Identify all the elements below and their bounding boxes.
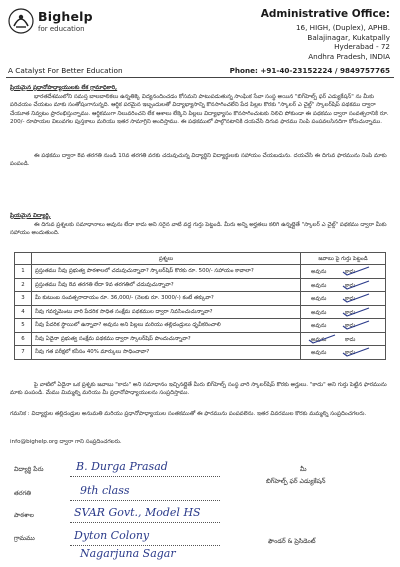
note-paragraph: గమనిక : విద్యార్థుల తల్లిదండ్రుల అనుమతి మరియు ప్రధానోపాధ్యాయుల సంతకముతో ఈ ఫారమును పంపవలెను. ఇతర వివరముల కొరకు మమ్మల్ని సంప్రదించగలరు. [10, 411, 367, 417]
question-text: నీవు గత పరీక్షలో కనీసం 40% మార్కులు సాధించావా? [32, 346, 301, 360]
tick-mark-icon [341, 266, 371, 276]
answer-cell[interactable] [301, 346, 386, 360]
tick-stroke [343, 294, 369, 302]
tick-mark-icon [307, 334, 337, 344]
table-row [15, 319, 386, 333]
header-divider [6, 77, 394, 78]
answer-yes[interactable]: అవును [311, 296, 327, 302]
answer-no[interactable]: కాదు [345, 309, 356, 316]
eligibility-table [14, 252, 386, 360]
answer-cell[interactable] [301, 305, 386, 319]
question-text: నీవు పేదరిక స్థాయిలో ఉన్నావా? అవును అని పిల్లలు మరియు తల్లిదండ్రులు ధృవీకరించాలి [32, 319, 301, 333]
brand-subtitle: for education [38, 25, 85, 33]
table-header-row [15, 253, 386, 265]
instructions-paragraph: ఈ దిగువ ప్రశ్నలకు సమాధానాలు అవును లేదా కాదు అని సరైన వాటి వద్ద గుర్తు పెట్టండి. మీరు అన్ని అర్హతలు కలిగి ఉన్నట్లైతే "స్కాలర్ ఎ చైల్డ్" పథకము ద్వారా మీకు సహాయం అందుతుంది. [10, 222, 387, 237]
tick-mark-icon [341, 293, 371, 303]
student-name-line [70, 476, 220, 477]
question-number: 2 [15, 278, 32, 292]
tick-mark-icon [341, 320, 371, 330]
student-name-label: విద్యార్థి పేరు [14, 466, 44, 473]
salutation: ప్రియమైన ప్రధానోపాధ్యాయులకు లేక గ్రామాధికారి, [10, 85, 118, 91]
question-number: 6 [15, 332, 32, 346]
answer-yes[interactable]: అవును [311, 309, 327, 316]
answer-no[interactable]: కాదు [345, 296, 356, 302]
table-row [15, 346, 386, 360]
student-salutation: ప్రియమైన విద్యార్థి, [10, 213, 51, 219]
answer-no[interactable]: కాదు [345, 282, 356, 289]
signoff-title: ఫౌండర్ & ప్రెసిడెంట్ [268, 538, 316, 545]
answer-cell[interactable] [301, 265, 386, 279]
brand-logo [8, 6, 148, 46]
office-line-4: Andhra Pradesh, INDIA [308, 51, 390, 61]
village-value[interactable]: Dyton Colony [74, 529, 150, 542]
answer-cell[interactable] [301, 319, 386, 333]
closing-paragraph: పై వాటిలో ఏదైనా ఒక ప్రశ్నకు జవాబు "కాదు" అని సమాధానం ఇచ్చినట్లైతే మీరు బిగ్‌హెల్ప్ సంస్థ వారి స్కాలర్‌షిప్ కొరకు అర్హులు. "కాదు" అని గుర్తు పెట్టిన ఫారమును మాకు పంపండి. మేము మిమ్మల్ని మరియు మీ ప్రధానోపాధ్యాయులను సంప్రదిస్తాము. [10, 382, 387, 397]
answer-cell[interactable] [301, 332, 386, 346]
header-question: ప్రశ్నలు [32, 253, 301, 265]
question-text: నీవు ఏదైనా ప్రభుత్వ సంక్షేమ పథకము ద్వారా స్కాలర్‌షిప్ పొందుచున్నావా? [32, 332, 301, 346]
answer-yes[interactable]: అవును [311, 336, 327, 343]
answer-yes[interactable]: అవును [311, 282, 327, 289]
question-text: నీవు గవర్నమెంటు వారి పేదరిక సాధిత సంక్షేమ పథకముల ద్వారా నివసించుచున్నావా? [32, 305, 301, 319]
answer-cell[interactable] [301, 292, 386, 306]
tick-stroke [343, 321, 369, 329]
question-number: 4 [15, 305, 32, 319]
signoff-yours: మీ [300, 466, 307, 473]
header-answer: జవాబు పై గుర్తు పెట్టండి [301, 253, 386, 265]
header-number [15, 253, 32, 265]
question-number: 3 [15, 292, 32, 306]
answer-yes[interactable]: అవును [311, 269, 327, 275]
signoff-organisation: బిగ్‌హెల్ప్ ఫర్ ఎడ్యుకేషన్ [266, 478, 326, 485]
answer-yes[interactable]: అవును [311, 323, 327, 329]
school-label: పాఠశాల [14, 512, 34, 519]
office-line-3: Hyderabad - 72 [334, 42, 390, 52]
village-label: గ్రామము [14, 535, 35, 542]
tick-mark-icon [341, 280, 371, 290]
village-line [70, 545, 220, 546]
class-label: తరగతి [14, 490, 31, 497]
office-line-2: Balajinagar, Kukatpally [307, 32, 390, 42]
class-value[interactable]: 9th class [80, 484, 130, 497]
tick-mark-icon [341, 307, 371, 317]
tick-stroke [343, 348, 369, 356]
answer-no[interactable]: కాదు [345, 336, 356, 343]
answer-no[interactable]: కాదు [345, 269, 356, 275]
question-number: 1 [15, 265, 32, 279]
tick-stroke [309, 335, 335, 343]
table-row [15, 265, 386, 279]
question-number: 5 [15, 319, 32, 333]
question-text: మీ కుటుంబ సంవత్సరాదాయం రూ. 36,000/- (నెలకు రూ. 3000/-) కంటే తక్కువా? [32, 292, 301, 306]
table-row [15, 292, 386, 306]
question-number: 7 [15, 346, 32, 360]
tick-stroke [343, 267, 369, 275]
student-name-value[interactable]: B. Durga Prasad [76, 460, 168, 473]
scheme-paragraph: ఈ పథకము ద్వారా 8వ తరగతి నుండి 10వ తరగతి వరకు చదువుచున్న విద్యార్థిని విద్యార్థులకు సహాయం చేయబడును. దయచేసి ఈ దిగువ ఫారమును నింపి మాకు పంపండి. [10, 153, 387, 168]
table-row [15, 278, 386, 292]
tagline: A Catalyst For Better Education [8, 66, 123, 75]
class-line [70, 500, 220, 501]
question-text: ప్రస్తుతము నీవు ప్రభుత్వ పాఠశాలలో చదువుచున్నావా? స్కాలర్‌షిప్ కొరకు రూ. 500/- సహాయం కావాలా? [32, 265, 301, 279]
answer-cell[interactable] [301, 278, 386, 292]
contact-email: info@bighelp.org ద్వారా గాని సంప్రదించగలరు. [10, 439, 122, 445]
tick-stroke [343, 281, 369, 289]
answer-no[interactable]: కాదు [345, 350, 356, 356]
table-row [15, 332, 386, 346]
office-address [200, 8, 390, 61]
question-text: ప్రస్తుతము నీవు 8వ తరగతి లేదా 9వ తరగతిలో చదువుచున్నావా? [32, 278, 301, 292]
school-line [70, 522, 220, 523]
intro-paragraph: భారతదేశములోని సమస్త బాలబాలికలు ఉన్నతిక్కె విద్యనందించడం కోసమని పాటుపడుతున్న సాంఘిక సేవా సంస్థ అయిన "బిగ్‌హెల్ప్ ఫర్ ఎడ్యుకేషన్" ను మీకు పరిచయం చేయటం మాకు సంతోషంగానున్నది. ఆర్థిక పరమైన ఇబ్బందులతో విద్యాభ్యాసాన్ని కొనసాగించలేని పేద పిల్లల కొరకు "స్కాలర్ ఎ చైల్డ్" స్కాలర్‌షిప్ పథకము ద్వారా చేయూత నివ్వటం ప్రారంభిస్తున్నాము. ఆర్థికముగా నిలువరించని లేక ఆశాలు లేక్కెని పిల్లలు విద్యాభ్యాసం కొనసాగించుటకు నిలిచి పోకుండా ఈ పథకము ద్వారా సంవత్సరానికి రూ. 200/- రూపాయల విలువగల పుస్తకాలు మరియు ఇతర సామాగ్రిని అందిస్తాము. ఈ పథకములో పాల్గొనటానికి దయచేసి దిగువ ఫారము నింపి పంపవలసినదిగా కోరుచున్నాము. [10, 94, 389, 126]
office-phone: Phone: +91-40-23152224 / 9849757765 [229, 66, 390, 75]
brand-name: Bighelp [38, 9, 93, 24]
tick-stroke [343, 308, 369, 316]
tick-mark-icon [341, 347, 371, 357]
answer-yes[interactable]: అవును [311, 350, 327, 356]
bighelp-logo-icon [8, 8, 34, 34]
school-value[interactable]: SVAR Govt., Model HS [74, 506, 201, 519]
office-line-1: 16, HIGH, (Duplex), APHB. [295, 23, 390, 32]
table-row [15, 305, 386, 319]
answer-no[interactable]: కాదు [345, 323, 356, 329]
village-value-2[interactable]: Nagarjuna Sagar [80, 547, 176, 560]
office-title: Administrative Office: [260, 8, 390, 20]
